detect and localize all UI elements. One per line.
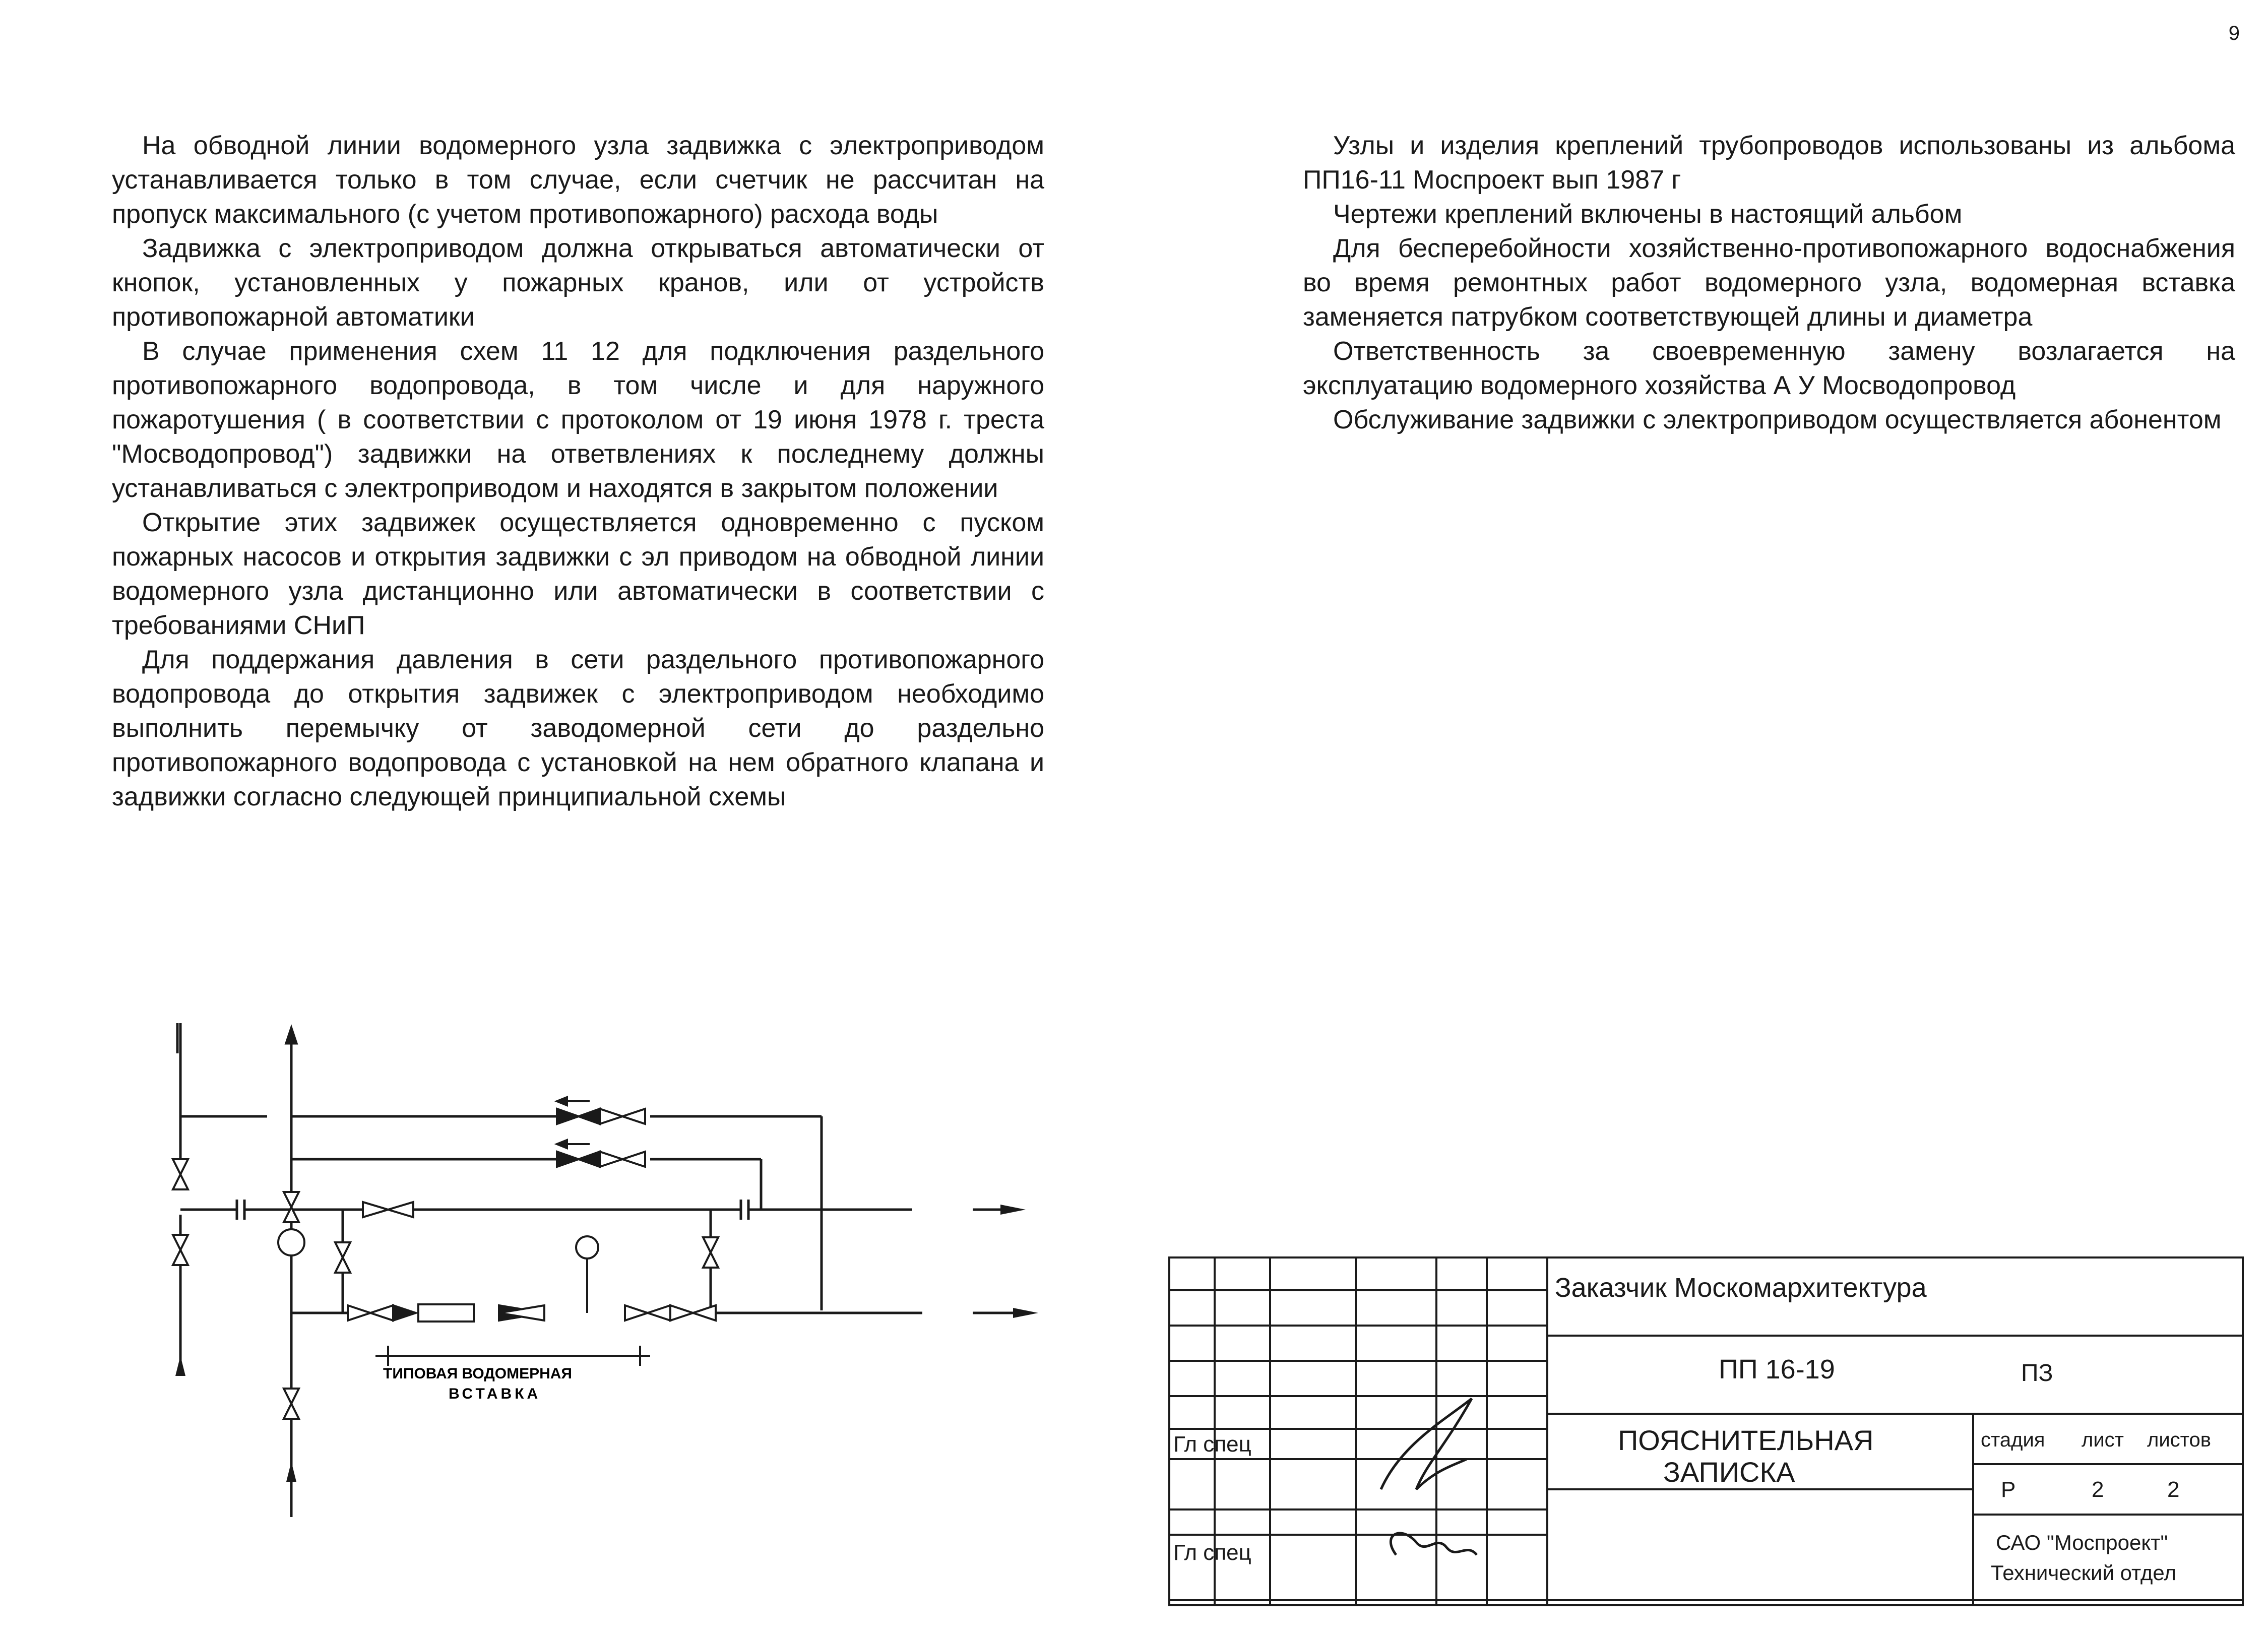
paragraph: Для поддержания давления в сети раздельного противопожарного водопровода до открытия задвижек с электроприводом необходимо выполнить перемычку от заводомерной сети до раздельно противопожарного водопровода с установкой на нем обратного клапана и задвижки согласно следующей принципиальной схемы: [112, 645, 1044, 811]
left-text-column: [112, 129, 1044, 814]
sheet-value: 2: [2092, 1477, 2104, 1502]
page-number: 9: [2228, 22, 2240, 44]
title-block: [1164, 1252, 2248, 1613]
title-line1: ПОЯСНИТЕЛЬНАЯ: [1618, 1424, 1874, 1456]
paragraph: Задвижка с электроприводом должна открываться автоматически от кнопок, установленных у пожарных кранов, или от устройств противопожарной автоматики: [112, 234, 1044, 332]
paragraph: Открытие этих задвижек осуществляется одновременно с пуском пожарных насосов и открытия задвижки с эл приводом на обводной линии водомерного узла дистанционно или автоматически в соответствии с требованиями СНиП: [112, 508, 1044, 640]
customer: Заказчик Москомархитектура: [1555, 1273, 1927, 1303]
insert-label-line1: ТИПОВАЯ ВОДОМЕРНАЯ: [383, 1365, 572, 1382]
paragraph: В случае применения схем 11 12 для подключения раздельного противопожарного водопровода, в том числе и для наружного пожаротушения ( в соответствии с протоколом от 19 июня 1978 г. треста "Мосводопровод") задвижки на ответвлениях к последнему должны устанавливаться с электроприводом и находятся в закрытом положении: [112, 337, 1044, 503]
document-code: ПП 16-19: [1719, 1354, 1835, 1385]
stage-header: стадия: [1981, 1429, 2045, 1451]
department: Технический отдел: [1991, 1561, 2176, 1585]
signature-role-1: Гл спец: [1173, 1432, 1251, 1457]
organization: САО "Моспроект": [1996, 1531, 2168, 1554]
paragraph: Узлы и изделия креплений трубопроводов использованы из альбома ПП16-11 Моспроект вып 1987 г: [1303, 131, 2235, 195]
paragraph: Для бесперебойности хозяйственно-противопожарного водоснабжения во время ремонтных работ водомерного узла, водомерная вставка заменяется патрубком соответствующей длины и диаметра: [1303, 234, 2235, 332]
insert-label-line2: ВСТАВКА: [449, 1386, 541, 1402]
paragraph: Обслуживание задвижки с электроприводом осуществляется абонентом: [1333, 405, 2222, 434]
signature-mark-2: [1391, 1533, 1477, 1555]
sheets-value: 2: [2167, 1477, 2180, 1502]
stage-value: Р: [2001, 1477, 2016, 1502]
paragraph: Ответственность за своевременную замену возлагается на эксплуатацию водомерного хозяйства А У Мосводопровод: [1303, 337, 2235, 400]
sheets-header: листов: [2147, 1429, 2212, 1451]
piping-schematic: [146, 1013, 1074, 1537]
title-line2: ЗАПИСКА: [1663, 1456, 1795, 1488]
document-type: ПЗ: [2021, 1360, 2053, 1387]
signature-mark-1: [1381, 1399, 1472, 1489]
paragraph: Чертежи креплений включены в настоящий альбом: [1333, 200, 1963, 229]
sheet-header: лист: [2082, 1429, 2124, 1451]
signature-role-2: Гл спец: [1173, 1540, 1251, 1565]
paragraph: На обводной линии водомерного узла задвижка с электроприводом устанавливается только в том случае, если счетчик не рассчитан на пропуск максимального (с учетом противопожарного) расхода воды: [112, 131, 1044, 229]
right-text-column: [1303, 129, 2235, 437]
